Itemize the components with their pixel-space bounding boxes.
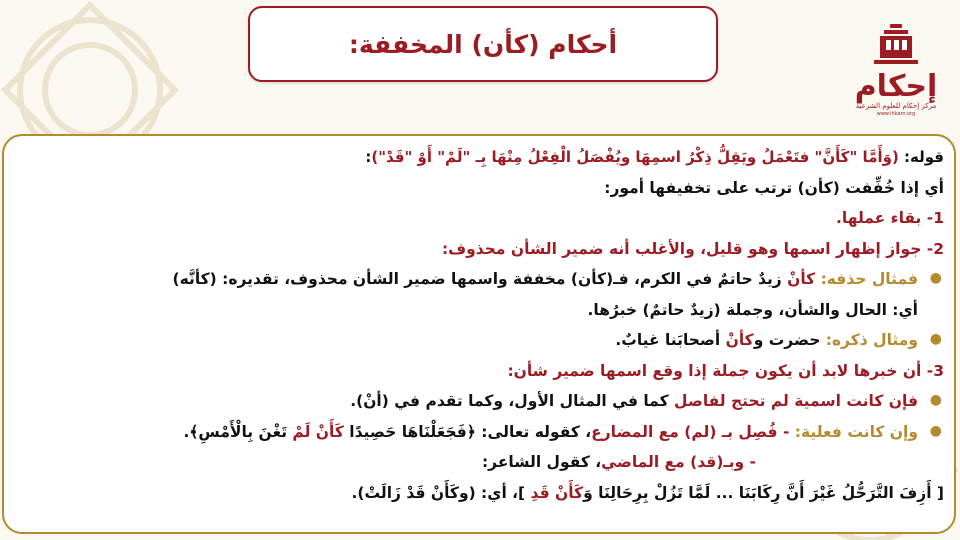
bullet-item-verbal-cont: - وبـ(قد) مع الماضي، كقول الشاعر: — [481, 453, 756, 471]
poem-verse: [ أَزِفَ التَّرَحُّلُ غَيْرَ أَنَّ رِكَابَنَا ... لَمَّا تَزُلْ بِرِحَالِنَا وَكَأَنْ قَدِ ]، أي: (وكَأَنْ قَدْ زَالَتْ). — [351, 483, 944, 502]
bullet-icon: ● — [929, 331, 942, 347]
intro-line: أي إذا خُفِّفت (كأن) ترتب على تخفيفها أمور: — [604, 178, 944, 197]
point-2: 2- جواز إظهار اسمها وهو قليل، والأغلب أنه ضمير الشأن محذوف: — [441, 239, 944, 258]
mosque-book-icon — [846, 22, 946, 72]
logo — [846, 22, 946, 117]
bullet-icon: ● — [929, 392, 942, 408]
bullet-icon: ● — [929, 270, 942, 286]
page-title: أحكام (كأن) المخففة: — [348, 29, 618, 59]
logo-url: www.ihkam.org — [876, 111, 916, 117]
bullet-item-omission: ● فمثال حذفه: كأنْ زيدٌ حاتمٌ في الكرم، فـ(كأن) مخففة واسمها ضمير الشأن محذوف، تقديره: (كأنَّه) — [172, 270, 942, 288]
bullet-item-omission-cont: أي: الحال والشأن، وجملة (زيدٌ حاتمٌ) خبرُها. — [587, 300, 918, 319]
point-3: 3- أن خبرها لابد أن يكون جملة إذا وقع اسمها ضمير شأن: — [507, 361, 944, 380]
point-1: 1- بقاء عملها. — [836, 209, 944, 227]
logo-subtitle: مركز إحكام للعلوم الشرعية — [855, 102, 937, 110]
bullet-icon: ● — [929, 422, 942, 439]
logo-name: إحكام — [854, 69, 938, 104]
quote-line: قوله: (وَأَمَّا "كَأَنَّ" فتَعْمَلُ ويَقِلُّ ذِكْرُ اسمِهَا ويُفْصَلُ الْفِعْلُ مِنْهَا بِـ "لَمْ" أَوْ "قَدْ"): — [365, 148, 944, 166]
bullet-item-mention: ● ومثال ذكره: حضرت وكأنْ أصحابَنا غيابٌ. — [615, 331, 942, 349]
bullet-item-verbal: ● وإن كانت فعلية: - فُصِل بـ (لم) مع المضارع، كقوله تعالى: ﴿فَجَعَلْنَاهَا حَصِيدًا كَأَنْ لَمْ تَغْنَ بِالْأَمْسِ﴾. — [183, 422, 942, 441]
content-box — [2, 134, 956, 534]
bullet-item-nominal: ● فإن كانت اسمية لم تحتج لفاصل كما في المثال الأول، وكما تقدم في (أنْ). — [350, 392, 942, 410]
title-box — [248, 6, 718, 82]
